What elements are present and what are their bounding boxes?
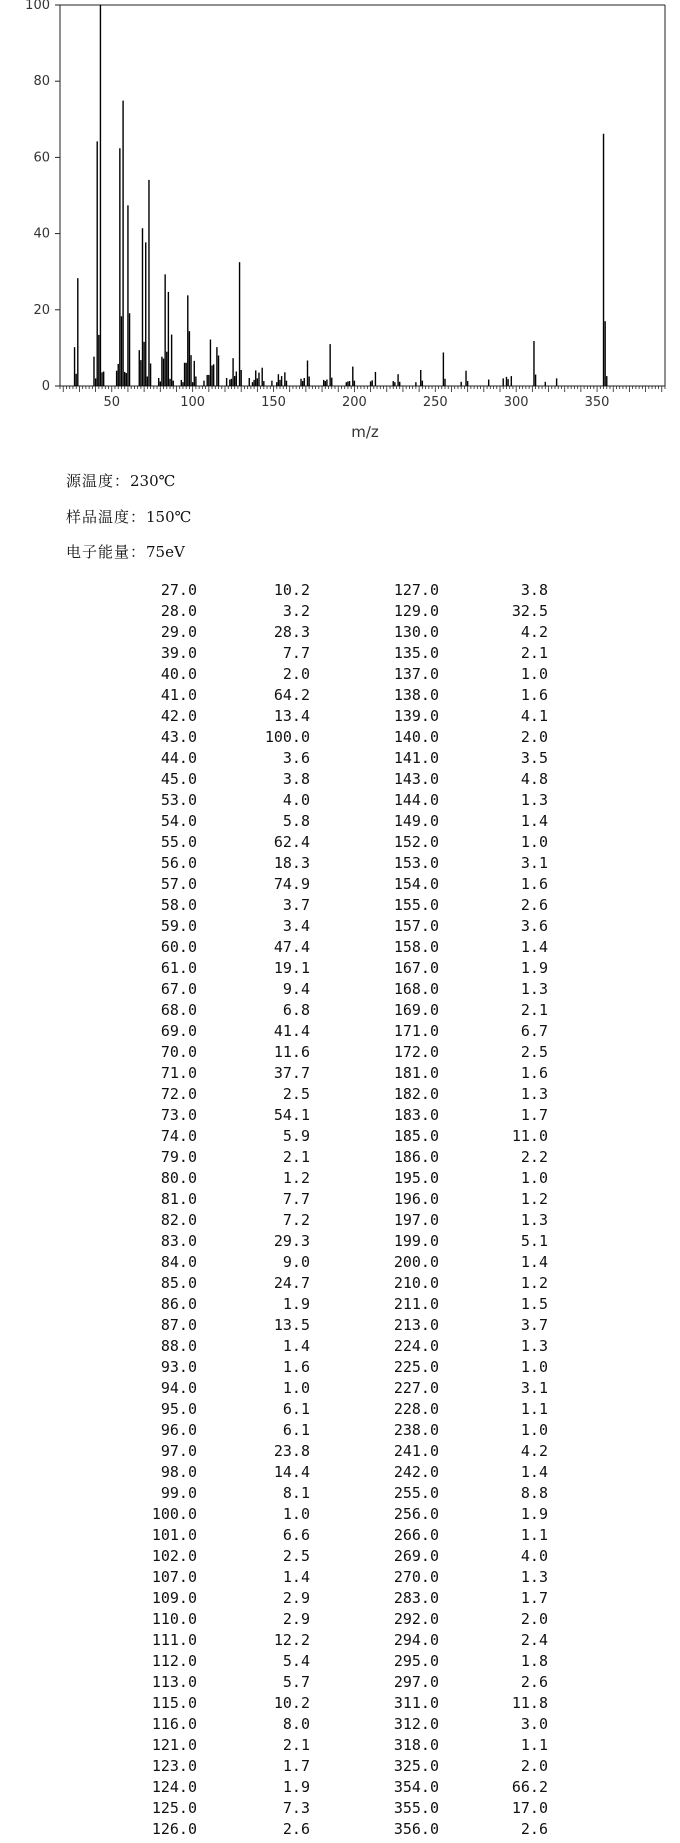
intensity-cell: 41.4 (273, 1022, 310, 1040)
intensity-cell: 62.4 (273, 833, 310, 851)
mz-cell: 39.0 (160, 644, 197, 662)
intensity-cell: 3.7 (282, 896, 310, 914)
mz-cell: 185.0 (393, 1127, 439, 1145)
mz-cell: 139.0 (393, 707, 439, 725)
mz-cell: 86.0 (160, 1295, 197, 1313)
mz-cell: 70.0 (160, 1043, 197, 1061)
intensity-cell: 1.9 (282, 1778, 310, 1796)
mz-cell: 123.0 (151, 1757, 197, 1775)
mz-cell: 74.0 (160, 1127, 197, 1145)
y-tick-label: 60 (33, 150, 50, 166)
intensity-cell: 1.2 (520, 1190, 548, 1208)
intensity-cell: 1.0 (520, 1421, 548, 1439)
mz-cell: 210.0 (393, 1274, 439, 1292)
mz-cell: 87.0 (160, 1316, 197, 1334)
intensity-cell: 2.5 (520, 1043, 548, 1061)
x-tick-label: 200 (341, 395, 367, 410)
mz-cell: 172.0 (393, 1043, 439, 1061)
intensity-cell: 1.9 (282, 1295, 310, 1313)
mz-cell: 54.0 (160, 812, 197, 830)
intensity-cell: 1.4 (520, 1253, 548, 1271)
intensity-cell: 1.7 (520, 1589, 548, 1607)
mz-cell: 195.0 (393, 1169, 439, 1187)
mz-cell: 100.0 (151, 1505, 197, 1523)
mz-cell: 126.0 (151, 1820, 197, 1838)
intensity-cell: 2.0 (282, 665, 310, 683)
mz-cell: 40.0 (160, 665, 197, 683)
mz-cell: 199.0 (393, 1232, 439, 1250)
mz-cell: 60.0 (160, 938, 197, 956)
intensity-cell: 7.3 (282, 1799, 310, 1817)
mz-cell: 171.0 (393, 1022, 439, 1040)
intensity-cell: 1.3 (520, 791, 548, 809)
mz-cell: 225.0 (393, 1358, 439, 1376)
plot-frame (60, 5, 665, 386)
y-tick-label: 40 (33, 226, 50, 242)
intensity-cell: 1.4 (520, 938, 548, 956)
intensity-cell: 1.1 (520, 1736, 548, 1754)
source-temperature-label: 源温度： (66, 472, 131, 490)
mz-cell: 311.0 (393, 1694, 439, 1712)
mz-cell: 101.0 (151, 1526, 197, 1544)
intensity-cell: 1.0 (282, 1505, 310, 1523)
mz-cell: 169.0 (393, 1001, 439, 1019)
mz-cell: 200.0 (393, 1253, 439, 1271)
intensity-cell: 28.3 (273, 623, 310, 641)
intensity-cell: 2.2 (520, 1148, 548, 1166)
mz-cell: 72.0 (160, 1085, 197, 1103)
intensity-cell: 8.0 (282, 1715, 310, 1733)
intensity-cell: 1.3 (520, 1337, 548, 1355)
mz-cell: 130.0 (393, 623, 439, 641)
mz-cell: 228.0 (393, 1400, 439, 1418)
mz-cell: 85.0 (160, 1274, 197, 1292)
mz-cell: 197.0 (393, 1211, 439, 1229)
intensity-cell: 1.2 (282, 1169, 310, 1187)
intensity-cell: 14.4 (273, 1463, 310, 1481)
intensity-cell: 1.1 (520, 1400, 548, 1418)
intensity-cell: 2.1 (282, 1148, 310, 1166)
mz-cell: 182.0 (393, 1085, 439, 1103)
y-axis (25, 0, 60, 394)
intensity-cell: 10.2 (273, 581, 310, 599)
intensity-cell: 1.4 (282, 1568, 310, 1586)
mz-cell: 255.0 (393, 1484, 439, 1502)
mz-cell: 167.0 (393, 959, 439, 977)
mz-cell: 88.0 (160, 1337, 197, 1355)
intensity-cell: 3.8 (282, 770, 310, 788)
y-tick-label: 80 (33, 74, 50, 90)
mz-cell: 116.0 (151, 1715, 197, 1733)
intensity-cell: 1.4 (520, 812, 548, 830)
mz-cell: 97.0 (160, 1442, 197, 1460)
intensity-cell: 2.1 (282, 1736, 310, 1754)
mz-cell: 354.0 (393, 1778, 439, 1796)
intensity-cell: 11.0 (511, 1127, 548, 1145)
mz-cell: 141.0 (393, 749, 439, 767)
source-temperature-value: 230℃ (130, 472, 176, 490)
intensity-cell: 2.6 (520, 896, 548, 914)
intensity-cell: 9.4 (282, 980, 310, 998)
intensity-cell: 4.0 (282, 791, 310, 809)
mz-cell: 186.0 (393, 1148, 439, 1166)
mz-cell: 183.0 (393, 1106, 439, 1124)
mz-cell: 140.0 (393, 728, 439, 746)
mz-cell: 168.0 (393, 980, 439, 998)
intensity-cell: 17.0 (511, 1799, 548, 1817)
mz-cell: 297.0 (393, 1673, 439, 1691)
mz-cell: 44.0 (160, 749, 197, 767)
intensity-cell: 1.6 (520, 875, 548, 893)
mass-spectrum-chart (0, 0, 680, 460)
intensity-cell: 1.3 (520, 1211, 548, 1229)
x-axis (60, 386, 665, 410)
intensity-cell: 32.5 (511, 602, 548, 620)
x-axis-title: m/z (351, 423, 379, 441)
mz-cell: 143.0 (393, 770, 439, 788)
intensity-cell: 1.6 (282, 1358, 310, 1376)
mz-cell: 125.0 (151, 1799, 197, 1817)
mz-cell: 94.0 (160, 1379, 197, 1397)
intensity-cell: 66.2 (511, 1778, 548, 1796)
mz-cell: 69.0 (160, 1022, 197, 1040)
intensity-cell: 19.1 (273, 959, 310, 977)
mz-cell: 45.0 (160, 770, 197, 788)
mz-cell: 157.0 (393, 917, 439, 935)
intensity-cell: 3.1 (520, 1379, 548, 1397)
mz-cell: 154.0 (393, 875, 439, 893)
intensity-cell: 2.1 (520, 644, 548, 662)
intensity-cell: 7.2 (282, 1211, 310, 1229)
intensity-cell: 100.0 (264, 728, 310, 746)
mz-cell: 115.0 (151, 1694, 197, 1712)
mz-cell: 124.0 (151, 1778, 197, 1796)
mz-cell: 153.0 (393, 854, 439, 872)
intensity-cell: 54.1 (273, 1106, 310, 1124)
intensity-cell: 1.6 (520, 1064, 548, 1082)
intensity-cell: 6.7 (520, 1022, 548, 1040)
intensity-cell: 1.5 (520, 1295, 548, 1313)
mz-cell: 238.0 (393, 1421, 439, 1439)
intensity-cell: 8.1 (282, 1484, 310, 1502)
mz-cell: 27.0 (160, 581, 197, 599)
mz-cell: 356.0 (393, 1820, 439, 1838)
mz-cell: 58.0 (160, 896, 197, 914)
mz-cell: 80.0 (160, 1169, 197, 1187)
mz-cell: 28.0 (160, 602, 197, 620)
mz-cell: 127.0 (393, 581, 439, 599)
mz-cell: 95.0 (160, 1400, 197, 1418)
intensity-cell: 1.0 (520, 665, 548, 683)
source-temperature (66, 470, 175, 491)
intensity-cell: 5.1 (520, 1232, 548, 1250)
intensity-cell: 8.8 (520, 1484, 548, 1502)
mz-cell: 109.0 (151, 1589, 197, 1607)
intensity-cell: 2.6 (520, 1673, 548, 1691)
intensity-cell: 1.4 (282, 1337, 310, 1355)
intensity-cell: 1.9 (520, 959, 548, 977)
intensity-cell: 3.6 (282, 749, 310, 767)
intensity-cell: 5.4 (282, 1652, 310, 1670)
intensity-cell: 1.2 (520, 1274, 548, 1292)
mz-cell: 84.0 (160, 1253, 197, 1271)
intensity-cell: 10.2 (273, 1694, 310, 1712)
intensity-cell: 6.1 (282, 1400, 310, 1418)
mz-cell: 294.0 (393, 1631, 439, 1649)
mz-cell: 83.0 (160, 1232, 197, 1250)
mz-cell: 355.0 (393, 1799, 439, 1817)
mz-cell: 29.0 (160, 623, 197, 641)
intensity-cell: 37.7 (273, 1064, 310, 1082)
intensity-cell: 4.8 (520, 770, 548, 788)
mz-cell: 99.0 (160, 1484, 197, 1502)
intensity-cell: 2.0 (520, 1610, 548, 1628)
mz-cell: 41.0 (160, 686, 197, 704)
x-tick-label: 250 (422, 395, 448, 410)
intensity-cell: 1.0 (520, 833, 548, 851)
intensity-cell: 2.9 (282, 1589, 310, 1607)
intensity-cell: 3.8 (520, 581, 548, 599)
mz-cell: 42.0 (160, 707, 197, 725)
intensity-cell: 2.4 (520, 1631, 548, 1649)
mz-cell: 113.0 (151, 1673, 197, 1691)
peak-table-right-intensity-column (480, 580, 548, 1840)
intensity-cell: 1.7 (282, 1757, 310, 1775)
peak-table-left-intensity-column (245, 580, 310, 1840)
intensity-cell: 1.0 (520, 1169, 548, 1187)
mz-cell: 242.0 (393, 1463, 439, 1481)
intensity-cell: 1.7 (520, 1106, 548, 1124)
mz-cell: 155.0 (393, 896, 439, 914)
mz-cell: 318.0 (393, 1736, 439, 1754)
intensity-cell: 4.0 (520, 1547, 548, 1565)
mz-cell: 79.0 (160, 1148, 197, 1166)
intensity-cell: 13.5 (273, 1316, 310, 1334)
intensity-cell: 1.0 (520, 1358, 548, 1376)
mz-cell: 61.0 (160, 959, 197, 977)
mz-cell: 158.0 (393, 938, 439, 956)
intensity-cell: 12.2 (273, 1631, 310, 1649)
mz-cell: 96.0 (160, 1421, 197, 1439)
intensity-cell: 29.3 (273, 1232, 310, 1250)
mz-cell: 213.0 (393, 1316, 439, 1334)
intensity-cell: 7.7 (282, 644, 310, 662)
intensity-cell: 4.2 (520, 1442, 548, 1460)
intensity-cell: 2.6 (282, 1820, 310, 1838)
intensity-cell: 1.3 (520, 1085, 548, 1103)
mz-cell: 59.0 (160, 917, 197, 935)
x-tick-label: 100 (180, 395, 206, 410)
intensity-cell: 3.0 (520, 1715, 548, 1733)
electron-energy-value: 75eV (146, 543, 185, 561)
intensity-cell: 74.9 (273, 875, 310, 893)
intensity-cell: 11.6 (273, 1043, 310, 1061)
intensity-cell: 7.7 (282, 1190, 310, 1208)
mz-cell: 112.0 (151, 1652, 197, 1670)
intensity-cell: 2.9 (282, 1610, 310, 1628)
mz-cell: 144.0 (393, 791, 439, 809)
mz-cell: 102.0 (151, 1547, 197, 1565)
y-tick-label: 100 (25, 0, 50, 13)
intensity-cell: 11.8 (511, 1694, 548, 1712)
intensity-cell: 2.0 (520, 728, 548, 746)
mz-cell: 138.0 (393, 686, 439, 704)
y-tick-label: 0 (41, 379, 50, 394)
mz-cell: 93.0 (160, 1358, 197, 1376)
intensity-cell: 2.0 (520, 1757, 548, 1775)
sample-temperature-value: 150℃ (146, 508, 192, 526)
mz-cell: 135.0 (393, 644, 439, 662)
mz-cell: 73.0 (160, 1106, 197, 1124)
intensity-cell: 2.5 (282, 1547, 310, 1565)
mz-cell: 68.0 (160, 1001, 197, 1019)
intensity-cell: 1.3 (520, 1568, 548, 1586)
mz-cell: 211.0 (393, 1295, 439, 1313)
intensity-cell: 6.1 (282, 1421, 310, 1439)
mz-cell: 56.0 (160, 854, 197, 872)
intensity-cell: 5.7 (282, 1673, 310, 1691)
intensity-cell: 1.9 (520, 1505, 548, 1523)
intensity-cell: 1.8 (520, 1652, 548, 1670)
x-tick-label: 150 (261, 395, 286, 410)
mz-cell: 269.0 (393, 1547, 439, 1565)
mz-cell: 121.0 (151, 1736, 197, 1754)
mz-cell: 295.0 (393, 1652, 439, 1670)
mz-cell: 57.0 (160, 875, 197, 893)
x-tick-label: 50 (103, 395, 121, 410)
intensity-cell: 2.5 (282, 1085, 310, 1103)
mz-cell: 107.0 (151, 1568, 197, 1586)
intensity-cell: 6.8 (282, 1001, 310, 1019)
sample-temperature-label: 样品温度： (66, 508, 147, 526)
mz-cell: 283.0 (393, 1589, 439, 1607)
x-tick-label: 350 (584, 395, 610, 410)
mz-cell: 227.0 (393, 1379, 439, 1397)
mz-cell: 43.0 (160, 728, 197, 746)
mz-cell: 270.0 (393, 1568, 439, 1586)
sample-temperature (66, 506, 191, 527)
intensity-cell: 4.2 (520, 623, 548, 641)
peak-table-left-mz-column (130, 580, 197, 1840)
mz-cell: 129.0 (393, 602, 439, 620)
intensity-cell: 3.7 (520, 1316, 548, 1334)
intensity-cell: 1.3 (520, 980, 548, 998)
spectrum-peaks (75, 5, 607, 386)
intensity-cell: 5.8 (282, 812, 310, 830)
mz-cell: 110.0 (151, 1610, 197, 1628)
mz-cell: 256.0 (393, 1505, 439, 1523)
y-tick-label: 20 (33, 302, 50, 318)
intensity-cell: 13.4 (273, 707, 310, 725)
intensity-cell: 3.6 (520, 917, 548, 935)
intensity-cell: 18.3 (273, 854, 310, 872)
intensity-cell: 64.2 (273, 686, 310, 704)
mz-cell: 81.0 (160, 1190, 197, 1208)
mz-cell: 137.0 (393, 665, 439, 683)
mz-cell: 55.0 (160, 833, 197, 851)
intensity-cell: 2.6 (520, 1820, 548, 1838)
mz-cell: 312.0 (393, 1715, 439, 1733)
intensity-cell: 23.8 (273, 1442, 310, 1460)
intensity-cell: 1.4 (520, 1463, 548, 1481)
mz-cell: 82.0 (160, 1211, 197, 1229)
mz-cell: 71.0 (160, 1064, 197, 1082)
electron-energy (66, 541, 185, 562)
x-tick-label: 300 (503, 395, 529, 410)
mz-cell: 98.0 (160, 1463, 197, 1481)
mz-cell: 292.0 (393, 1610, 439, 1628)
mz-cell: 181.0 (393, 1064, 439, 1082)
intensity-cell: 1.1 (520, 1526, 548, 1544)
mz-cell: 67.0 (160, 980, 197, 998)
mz-cell: 149.0 (393, 812, 439, 830)
intensity-cell: 2.1 (520, 1001, 548, 1019)
intensity-cell: 3.4 (282, 917, 310, 935)
intensity-cell: 1.6 (520, 686, 548, 704)
intensity-cell: 5.9 (282, 1127, 310, 1145)
intensity-cell: 47.4 (273, 938, 310, 956)
intensity-cell: 9.0 (282, 1253, 310, 1271)
peak-table-right-mz-column (380, 580, 439, 1840)
mz-cell: 196.0 (393, 1190, 439, 1208)
intensity-cell: 1.0 (282, 1379, 310, 1397)
intensity-cell: 3.1 (520, 854, 548, 872)
mz-cell: 325.0 (393, 1757, 439, 1775)
intensity-cell: 24.7 (273, 1274, 310, 1292)
mz-cell: 53.0 (160, 791, 197, 809)
intensity-cell: 3.2 (282, 602, 310, 620)
intensity-cell: 4.1 (520, 707, 548, 725)
intensity-cell: 3.5 (520, 749, 548, 767)
intensity-cell: 6.6 (282, 1526, 310, 1544)
mz-cell: 224.0 (393, 1337, 439, 1355)
mz-cell: 111.0 (151, 1631, 197, 1649)
electron-energy-label: 电子能量： (66, 543, 147, 561)
mz-cell: 266.0 (393, 1526, 439, 1544)
mz-cell: 241.0 (393, 1442, 439, 1460)
mz-cell: 152.0 (393, 833, 439, 851)
